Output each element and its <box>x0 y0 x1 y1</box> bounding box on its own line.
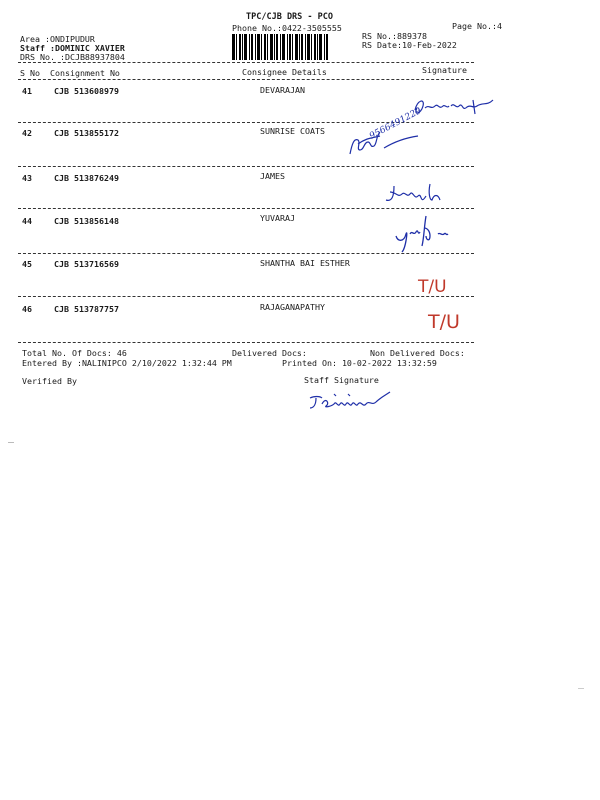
non-delivered-docs: Non Delivered Docs: <box>370 348 465 358</box>
rs-number: RS No.:889378 <box>362 31 427 41</box>
row-sno: 46 <box>22 304 32 314</box>
drs-number: DRS No. :DCJB88937804 <box>20 52 125 62</box>
undelivered-mark: T/U <box>428 311 460 333</box>
row-consignee: RAJAGANAPATHY <box>260 302 325 312</box>
divider <box>18 296 474 297</box>
row-sno: 43 <box>22 173 32 183</box>
row-consignment: CJB 513876249 <box>54 173 119 183</box>
entered-by: Entered By :NALINIPCO 2/10/2022 1:32:44 PM <box>22 358 232 368</box>
row-consignee: SHANTHA BAI ESTHER <box>260 258 350 268</box>
verified-by: Verified By <box>22 376 77 386</box>
row-sno: 44 <box>22 216 32 226</box>
rs-date: RS Date:10-Feb-2022 <box>362 40 457 50</box>
scan-mark <box>578 688 584 689</box>
total-docs: Total No. Of Docs: 46 <box>22 348 127 358</box>
phone-number: Phone No.:0422-3505555 <box>232 23 342 33</box>
page-number: Page No.:4 <box>452 21 502 31</box>
row-consignment: CJB 513856148 <box>54 216 119 226</box>
row-consignment: CJB 513787757 <box>54 304 119 314</box>
delivered-docs: Delivered Docs: <box>232 348 307 358</box>
divider <box>18 79 474 80</box>
row-consignment: CJB 513855172 <box>54 128 119 138</box>
row-sno: 45 <box>22 259 32 269</box>
area-label: Area :ONDIPUDUR <box>20 34 95 44</box>
row-sno: 42 <box>22 128 32 138</box>
staff-signature-label: Staff Signature <box>304 375 379 385</box>
printed-on: Printed On: 10-02-2022 13:32:59 <box>282 358 437 368</box>
divider <box>18 253 474 254</box>
doc-title: TPC/CJB DRS - PCO <box>246 12 333 22</box>
staff-signature <box>304 388 414 414</box>
undelivered-mark: T/U <box>418 277 447 297</box>
signature-44 <box>384 212 464 256</box>
staff-label: Staff :DOMINIC XAVIER <box>20 43 125 53</box>
col-consignment: Consignment No <box>50 68 120 78</box>
col-consignee: Consignee Details <box>242 67 327 77</box>
barcode <box>232 34 358 60</box>
row-consignee: DEVARAJAN <box>260 85 305 95</box>
row-consignee: JAMES <box>260 171 285 181</box>
row-consignee: YUVARAJ <box>260 213 295 223</box>
row-sno: 41 <box>22 86 32 96</box>
col-sno: S No <box>20 68 40 78</box>
row-consignment: CJB 513608979 <box>54 86 119 96</box>
row-consignee: SUNRISE COATS <box>260 126 325 136</box>
divider <box>18 342 474 343</box>
col-signature: Signature <box>422 65 467 75</box>
divider <box>18 208 474 209</box>
signature-41 <box>405 92 525 124</box>
divider <box>18 166 474 167</box>
handwritten-phone: 9566491229 <box>368 106 424 142</box>
row-consignment: CJB 513716569 <box>54 259 119 269</box>
divider <box>18 62 474 63</box>
scan-mark <box>8 442 14 443</box>
signature-43 <box>380 180 460 210</box>
